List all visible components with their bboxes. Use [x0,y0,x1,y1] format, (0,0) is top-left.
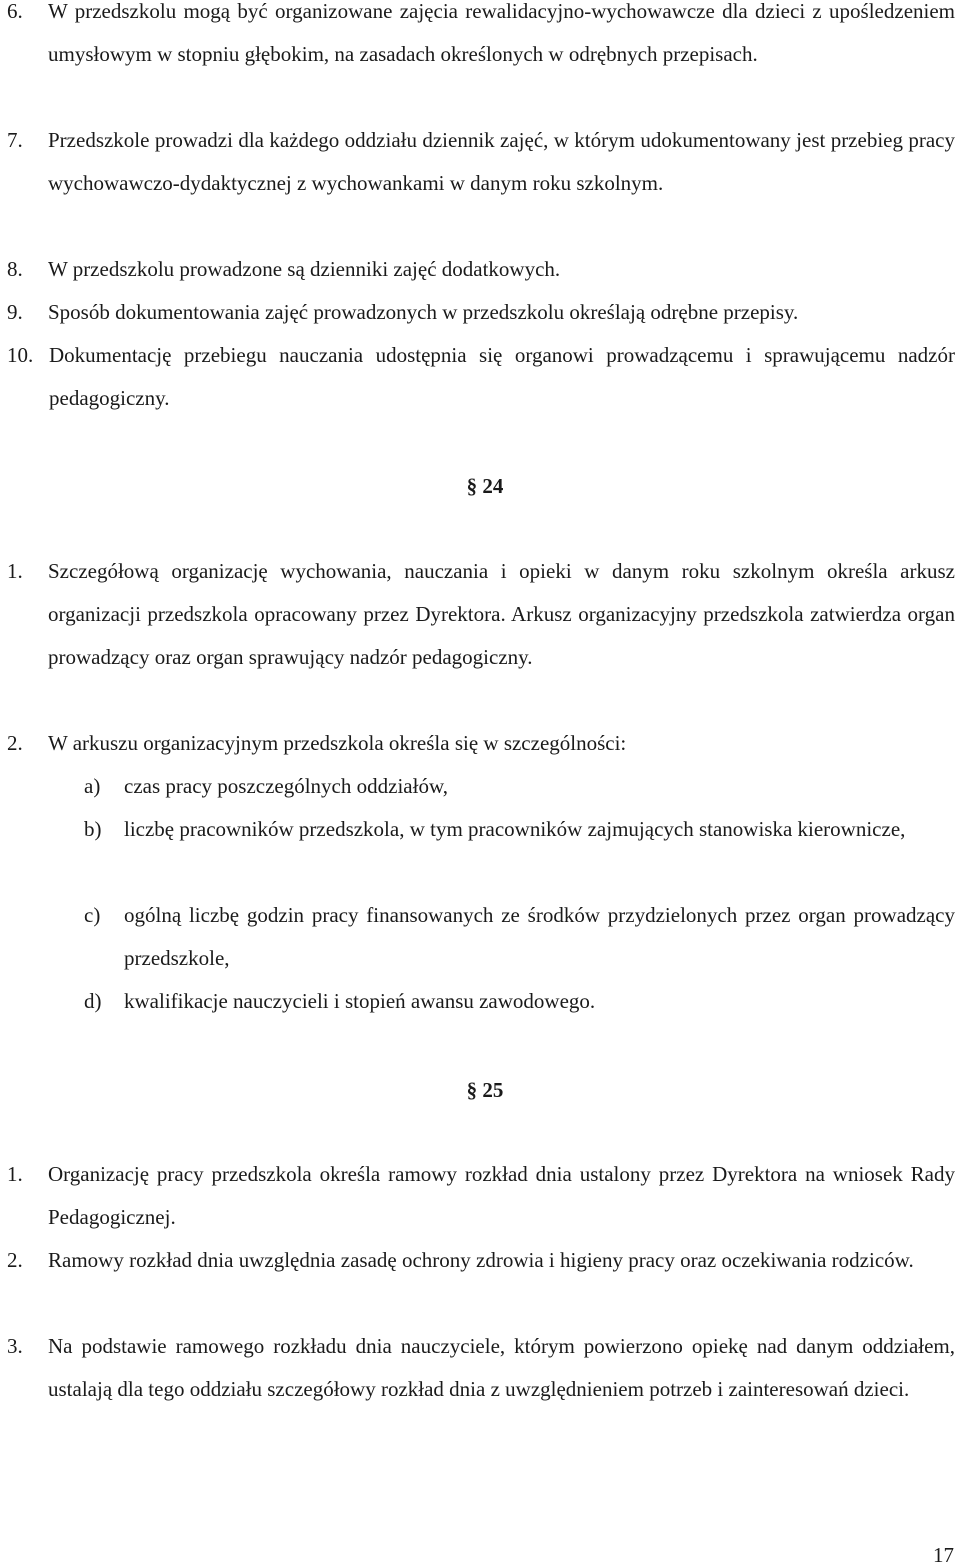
list-item [7,550,955,679]
sub-list-item [84,808,955,851]
item-number: 9. [7,300,23,324]
item-text: W przedszkolu mogą być organizowane zajęcia rewalidacyjno-wychowawcze dla dzieci z upośledzeniem umysłowym w stopniu głębokim, na zasadach określonych w odrębnych przepisach. [48,0,955,66]
sub-item-text: ogólną liczbę godzin pracy finansowanych ze środków przydzielonych przez organ prowadzący przedszkole, [124,903,955,970]
list-item [7,119,955,205]
item-text: W arkuszu organizacyjnym przedszkola określa się w szczególności: [48,731,627,755]
list-item [7,334,955,420]
item-number: 8. [7,257,23,281]
item-text: Sposób dokumentowania zajęć prowadzonych w przedszkolu określają odrębne przepisy. [48,300,799,324]
sub-list-item [84,765,955,808]
page-number: 17 [933,1543,954,1567]
sub-list-item [84,980,955,1023]
list-item [7,0,955,76]
sub-item-letter: a) [84,774,101,798]
list-item [7,248,955,291]
item-number: 1. [7,559,23,583]
sub-item-letter: c) [84,903,101,927]
list-item [7,1239,955,1282]
sub-list-item [84,894,955,980]
item-text: Szczegółową organizację wychowania, nauczania i opieki w danym roku szkolnym określa arkusz organizacji przedszkola opracowany przez Dyrektora. Arkusz organizacyjny przedszkola zatwierdza organ prowadzący oraz organ sprawujący nadzór pedagogiczny. [48,559,955,669]
sub-item-text: kwalifikacje nauczycieli i stopień awansu zawodowego. [124,989,596,1013]
item-text: Przedszkole prowadzi dla każdego oddziału dziennik zajęć, w którym udokumentowany jest przebieg pracy wychowawczo-dydaktycznej z wychowankami w danym roku szkolnym. [48,128,955,195]
item-number: 2. [7,731,23,755]
section-heading: § 25 [466,1078,504,1102]
sub-item-letter: b) [84,817,102,841]
sub-item-text: czas pracy poszczególnych oddziałów, [124,774,448,798]
section-heading: § 24 [466,474,504,498]
item-number: 6. [7,0,23,23]
sub-item-letter: d) [84,989,102,1013]
sub-item-text: liczbę pracowników przedszkola, w tym pracowników zajmujących stanowiska kierownicze, [124,817,906,841]
item-number: 7. [7,128,23,152]
item-number: 10. [7,343,34,367]
item-text: Dokumentację przebiegu nauczania udostępnia się organowi prowadzącemu i sprawującemu nadzór pedagogiczny. [49,343,955,410]
list-item [7,291,955,334]
item-text: Na podstawie ramowego rozkładu dnia nauczyciele, którym powierzono opiekę nad danym oddziałem, ustalają dla tego oddziału szczegółowy rozkład dnia z uwzględnieniem potrzeb i zainteresowań dzieci. [48,1334,955,1401]
list-item [7,1153,955,1239]
item-number: 2. [7,1248,23,1272]
item-text: W przedszkolu prowadzone są dzienniki zajęć dodatkowych. [48,257,561,281]
list-item [7,1325,955,1411]
list-item [7,722,955,765]
item-text: Organizację pracy przedszkola określa ramowy rozkład dnia ustalony przez Dyrektora na wniosek Rady Pedagogicznej. [48,1162,955,1229]
item-number: 3. [7,1334,23,1358]
item-number: 1. [7,1162,23,1186]
item-text: Ramowy rozkład dnia uwzględnia zasadę ochrony zdrowia i higieny pracy oraz oczekiwania rodziców. [48,1248,914,1272]
